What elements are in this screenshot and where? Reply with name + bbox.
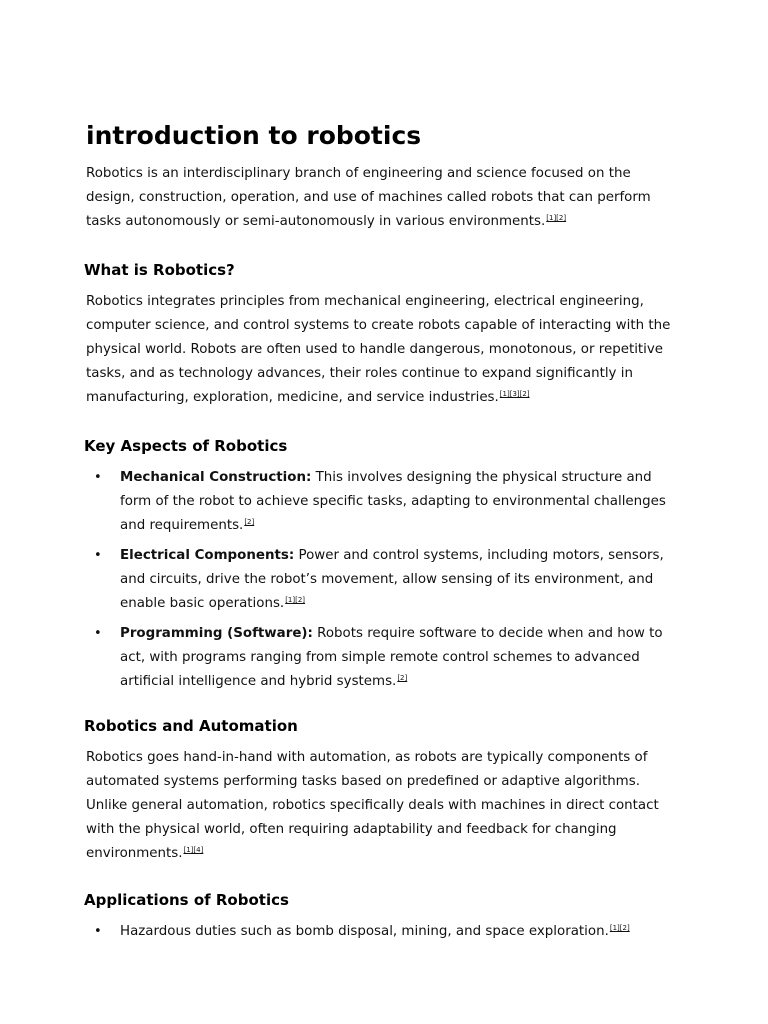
list-item-refs[interactable]: [1][2]: [285, 596, 306, 604]
bullet-icon: •: [94, 470, 102, 485]
bullet-icon: •: [94, 924, 102, 939]
list-item: [86, 544, 680, 616]
applications-list: [86, 920, 680, 944]
list-item: [86, 466, 680, 538]
section-heading-what-is-robotics: What is Robotics?: [84, 261, 235, 279]
list-item-label: Programming (Software):: [120, 626, 313, 641]
list-item-text: Robots require software to decide when and how to act, with programs ranging from simple remote control schemes to advanced artificial intelligence and hybrid systems.: [120, 626, 663, 689]
what-is-robotics-text: Robotics integrates principles from mechanical engineering, electrical engineering, computer science, and control systems to create robots capable of interacting with the physical world. Robots are often used to handle dangerous, monotonous, or repetitive tasks, and as technology advances, their roles continue to expand significantly in manufacturing, exploration, medicine, and service industries.: [86, 294, 671, 405]
list-item: [86, 622, 680, 694]
what-is-robotics-refs[interactable]: [1][3][2]: [499, 390, 530, 398]
automation-refs[interactable]: [1][4]: [183, 846, 204, 854]
page-title: introduction to robotics: [86, 121, 422, 150]
list-item-label: Electrical Components:: [120, 548, 295, 563]
key-aspects-list: [86, 466, 680, 694]
intro-paragraph: [86, 162, 680, 234]
automation-paragraph: [86, 746, 680, 866]
intro-refs[interactable]: [1][2]: [546, 214, 567, 222]
list-item-label: Mechanical Construction:: [120, 470, 312, 485]
section-heading-applications: Applications of Robotics: [84, 891, 289, 909]
bullet-icon: •: [94, 626, 102, 641]
automation-text: Robotics goes hand-in-hand with automation, as robots are typically components of automated systems performing tasks based on predefined or adaptive algorithms. Unlike general automation, robotics specifically deals with machines in direct contact with the physical world, often requiring adaptability and feedback for changing environments.: [86, 750, 659, 861]
section-heading-robotics-and-automation: Robotics and Automation: [84, 717, 298, 735]
list-item: [86, 920, 680, 944]
list-item-refs[interactable]: [2]: [244, 518, 255, 526]
list-item-refs[interactable]: [1][2]: [609, 924, 630, 932]
list-item-refs[interactable]: [2]: [397, 674, 408, 682]
list-item-text: Power and control systems, including motors, sensors, and circuits, drive the robot’s movement, allow sensing of its environment, and enable basic operations.: [120, 548, 664, 611]
bullet-icon: •: [94, 548, 102, 563]
list-item-text: Hazardous duties such as bomb disposal, mining, and space exploration.: [120, 924, 609, 939]
intro-text: Robotics is an interdisciplinary branch of engineering and science focused on the design, construction, operation, and use of machines called robots that can perform tasks autonomously or semi-autonomously in various environments.: [86, 166, 651, 229]
what-is-robotics-paragraph: [86, 290, 680, 410]
section-heading-key-aspects: Key Aspects of Robotics: [84, 437, 288, 455]
list-item-text: This involves designing the physical structure and form of the robot to achieve specific tasks, adapting to environmental challenges and requirements.: [120, 470, 666, 533]
